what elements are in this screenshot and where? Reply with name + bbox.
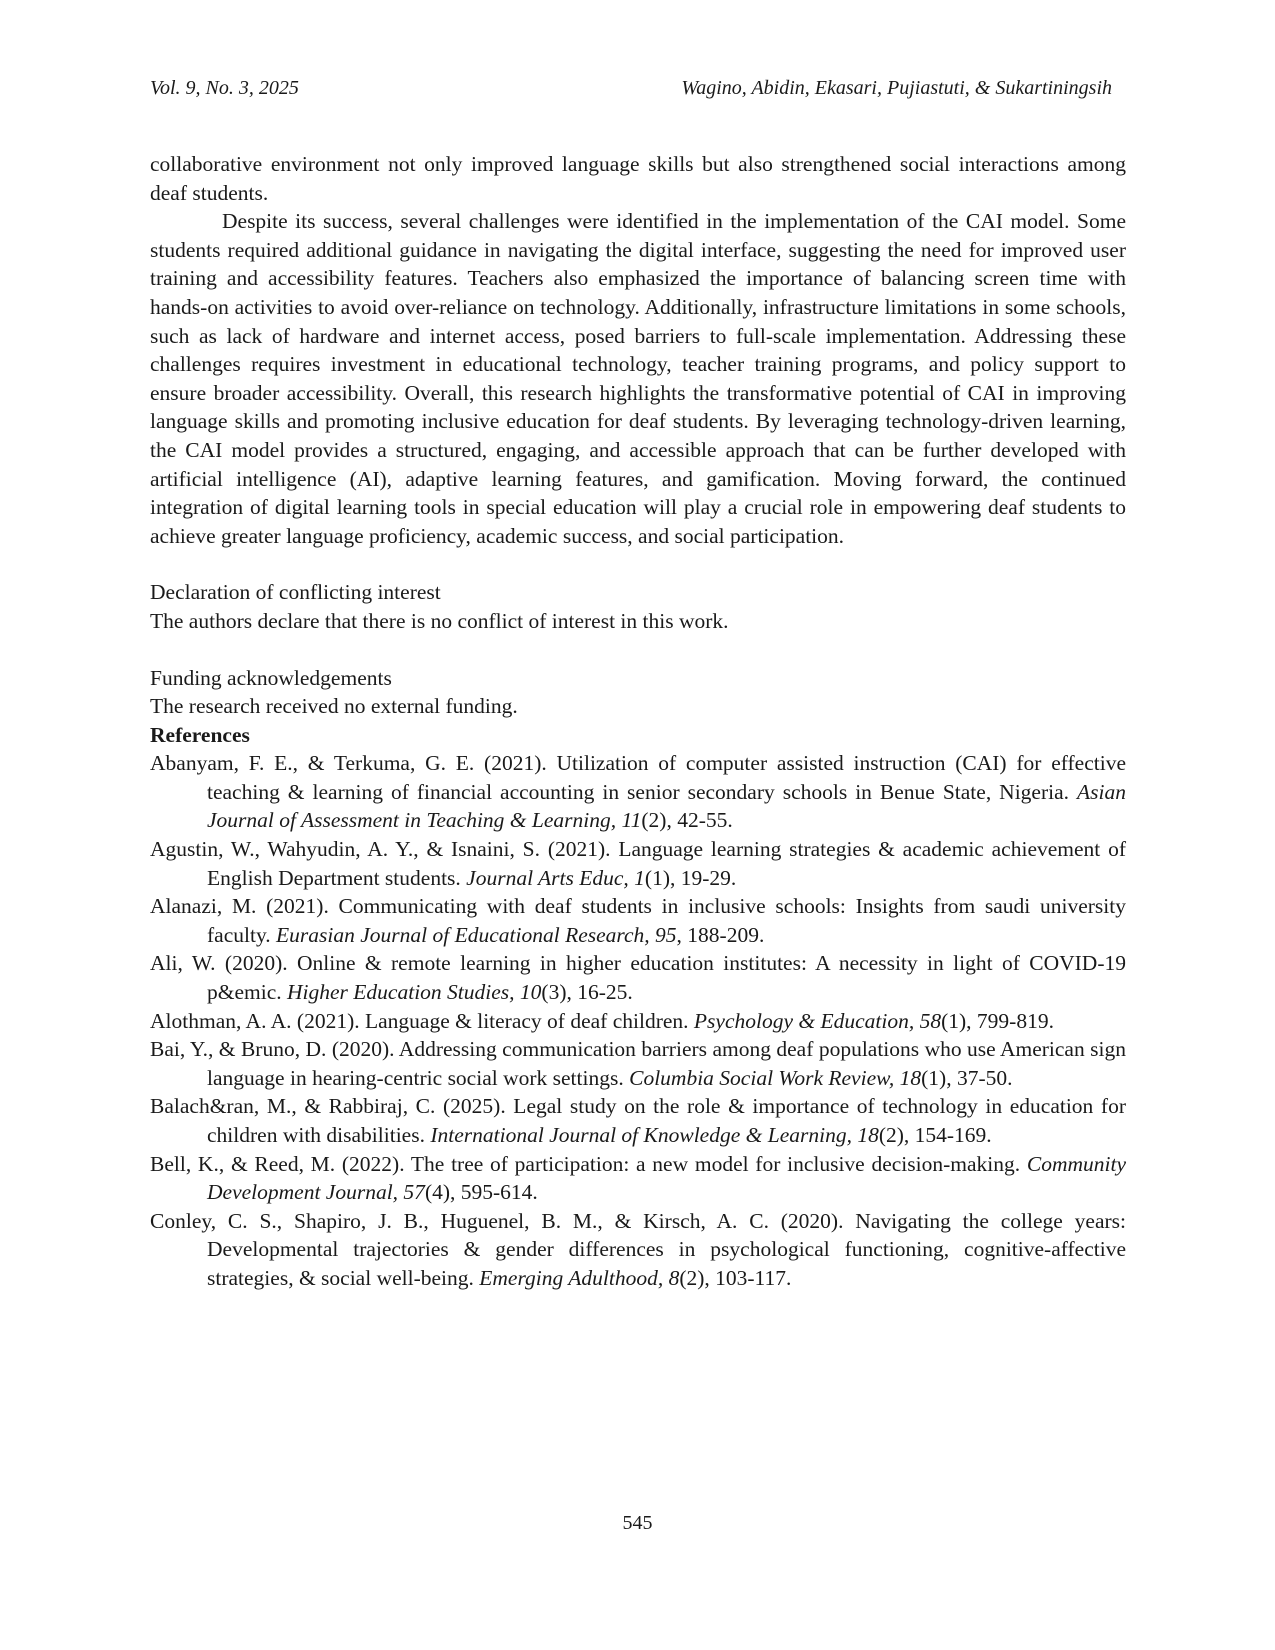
reference-item — [150, 1035, 1126, 1092]
reference-citation: Alanazi, M. (2021). Communicating with deaf students in inclusive schools: Insights from saudi university faculty. — [150, 894, 1126, 947]
running-authors: Wagino, Abidin, Ekasari, Pujiastuti, & Sukartiningsih — [681, 77, 1112, 99]
reference-citation: Abanyam, F. E., & Terkuma, G. E. (2021). Utilization of computer assisted instruction (CAI) for effective teaching & learning of financial accounting in senior secondary schools in Benue State, Nigeria. — [150, 751, 1126, 804]
body-paragraph-1: collaborative environment not only improved language skills but also strengthened social interactions among deaf students. — [150, 152, 1126, 205]
reference-journal: Journal Arts Educ, 1 — [466, 865, 645, 890]
references-heading: References — [150, 722, 250, 747]
reference-item — [150, 949, 1126, 1006]
declaration-title: Declaration of conflicting interest — [150, 580, 441, 605]
reference-citation: Ali, W. (2020). Online & remote learning in higher education institutes: A necessity in light of COVID-19 p&emic. — [150, 951, 1126, 1005]
reference-issue-pages: (2), 103-117. — [679, 1265, 792, 1290]
reference-citation: Alothman, A. A. (2021). Language & literacy of deaf children. — [150, 1008, 694, 1033]
reference-list — [150, 749, 1126, 1292]
reference-issue-pages: (2), 154-169. — [878, 1123, 992, 1147]
reference-issue-pages: , 188-209. — [676, 922, 765, 947]
reference-citation: Bell, K., & Reed, M. (2022). The tree of participation: a new model for inclusive decision-making. — [150, 1151, 1027, 1176]
reference-item — [150, 892, 1126, 949]
reference-citation: Agustin, W., Wahyudin, A. Y., & Isnaini, S. (2021). Language learning strategies & academic achievement of English Department students. — [150, 837, 1126, 890]
declaration-section — [150, 578, 1126, 635]
reference-item — [150, 1007, 1126, 1036]
journal-volume: Vol. 9, No. 3, 2025 — [150, 77, 299, 99]
reference-item — [150, 749, 1126, 835]
page-number: 545 — [622, 1512, 653, 1534]
reference-citation: Balach&ran, M., & Rabbiraj, C. (2025). Legal study on the role & importance of technology in education for children with disabilities. — [150, 1094, 1126, 1147]
reference-issue-pages: (3), 16-25. — [541, 980, 633, 1005]
funding-text: The research received no external funding. — [150, 694, 518, 719]
reference-issue-pages: (4), 595-614. — [424, 1180, 538, 1205]
reference-journal: International Journal of Knowledge & Learning, 18 — [430, 1123, 879, 1147]
reference-journal: Columbia Social Work Review, 18 — [629, 1065, 922, 1090]
main-text — [150, 150, 1126, 1293]
reference-journal: Psychology & Education, 58 — [693, 1008, 942, 1033]
reference-journal: Emerging Adulthood, 8 — [479, 1265, 680, 1290]
reference-journal: Asian Journal of Assessment in Teaching & Learning, 11 — [207, 779, 1126, 833]
funding-section — [150, 664, 1126, 721]
reference-citation: Conley, C. S., Shapiro, J. B., Huguenel, B. M., & Kirsch, A. C. (2020). Navigating the college years: Developmental trajectories & gender differences in psychological functioning, cognitive-affective strategies, & social well-being. — [150, 1208, 1126, 1290]
reference-journal: Higher Education Studies, 10 — [287, 980, 542, 1005]
reference-item — [150, 1207, 1126, 1293]
reference-journal: Eurasian Journal of Educational Research, 95 — [276, 922, 677, 947]
reference-item — [150, 1092, 1126, 1149]
body-paragraph-2: Despite its success, several challenges were identified in the implementation of the CAI model. Some students required additional guidance in navigating the digital interface, suggesting the need for improved user training and accessibility features. Teachers also emphasized the importance of balancing screen time with hands-on activities to avoid over-reliance on technology. Additionally, infrastructure limitations in some schools, such as lack of hardware and internet access, posed barriers to full-scale implementation. Addressing these challenges requires investment in educational technology, teacher training programs, and policy support to ensure broader accessibility. Overall, this research highlights the transformative potential of CAI in improving language skills and promoting inclusive education for deaf students. By leveraging technology-driven learning, the CAI model provides a structured, engaging, and accessible approach that can be further developed with artificial intelligence (AI), adaptive learning features, and gamification. Moving forward, the continued integration of digital learning tools in special education will play a crucial role in empowering deaf students to achieve greater language proficiency, academic success, and social participation. — [150, 209, 1126, 548]
reference-issue-pages: (1), 799-819. — [941, 1008, 1054, 1033]
reference-issue-pages: (2), 42-55. — [641, 808, 733, 833]
reference-item — [150, 1150, 1126, 1207]
reference-item — [150, 835, 1126, 892]
declaration-text: The authors declare that there is no conflict of interest in this work. — [150, 608, 729, 633]
reference-issue-pages: (1), 19-29. — [644, 865, 737, 890]
reference-citation: Bai, Y., & Bruno, D. (2020). Addressing communication barriers among deaf populations who use American sign language in hearing-centric social work settings. — [150, 1037, 1126, 1090]
reference-issue-pages: (1), 37-50. — [921, 1065, 1013, 1090]
reference-journal: Community Development Journal, 57 — [207, 1151, 1126, 1205]
funding-title: Funding acknowledgements — [150, 665, 392, 690]
